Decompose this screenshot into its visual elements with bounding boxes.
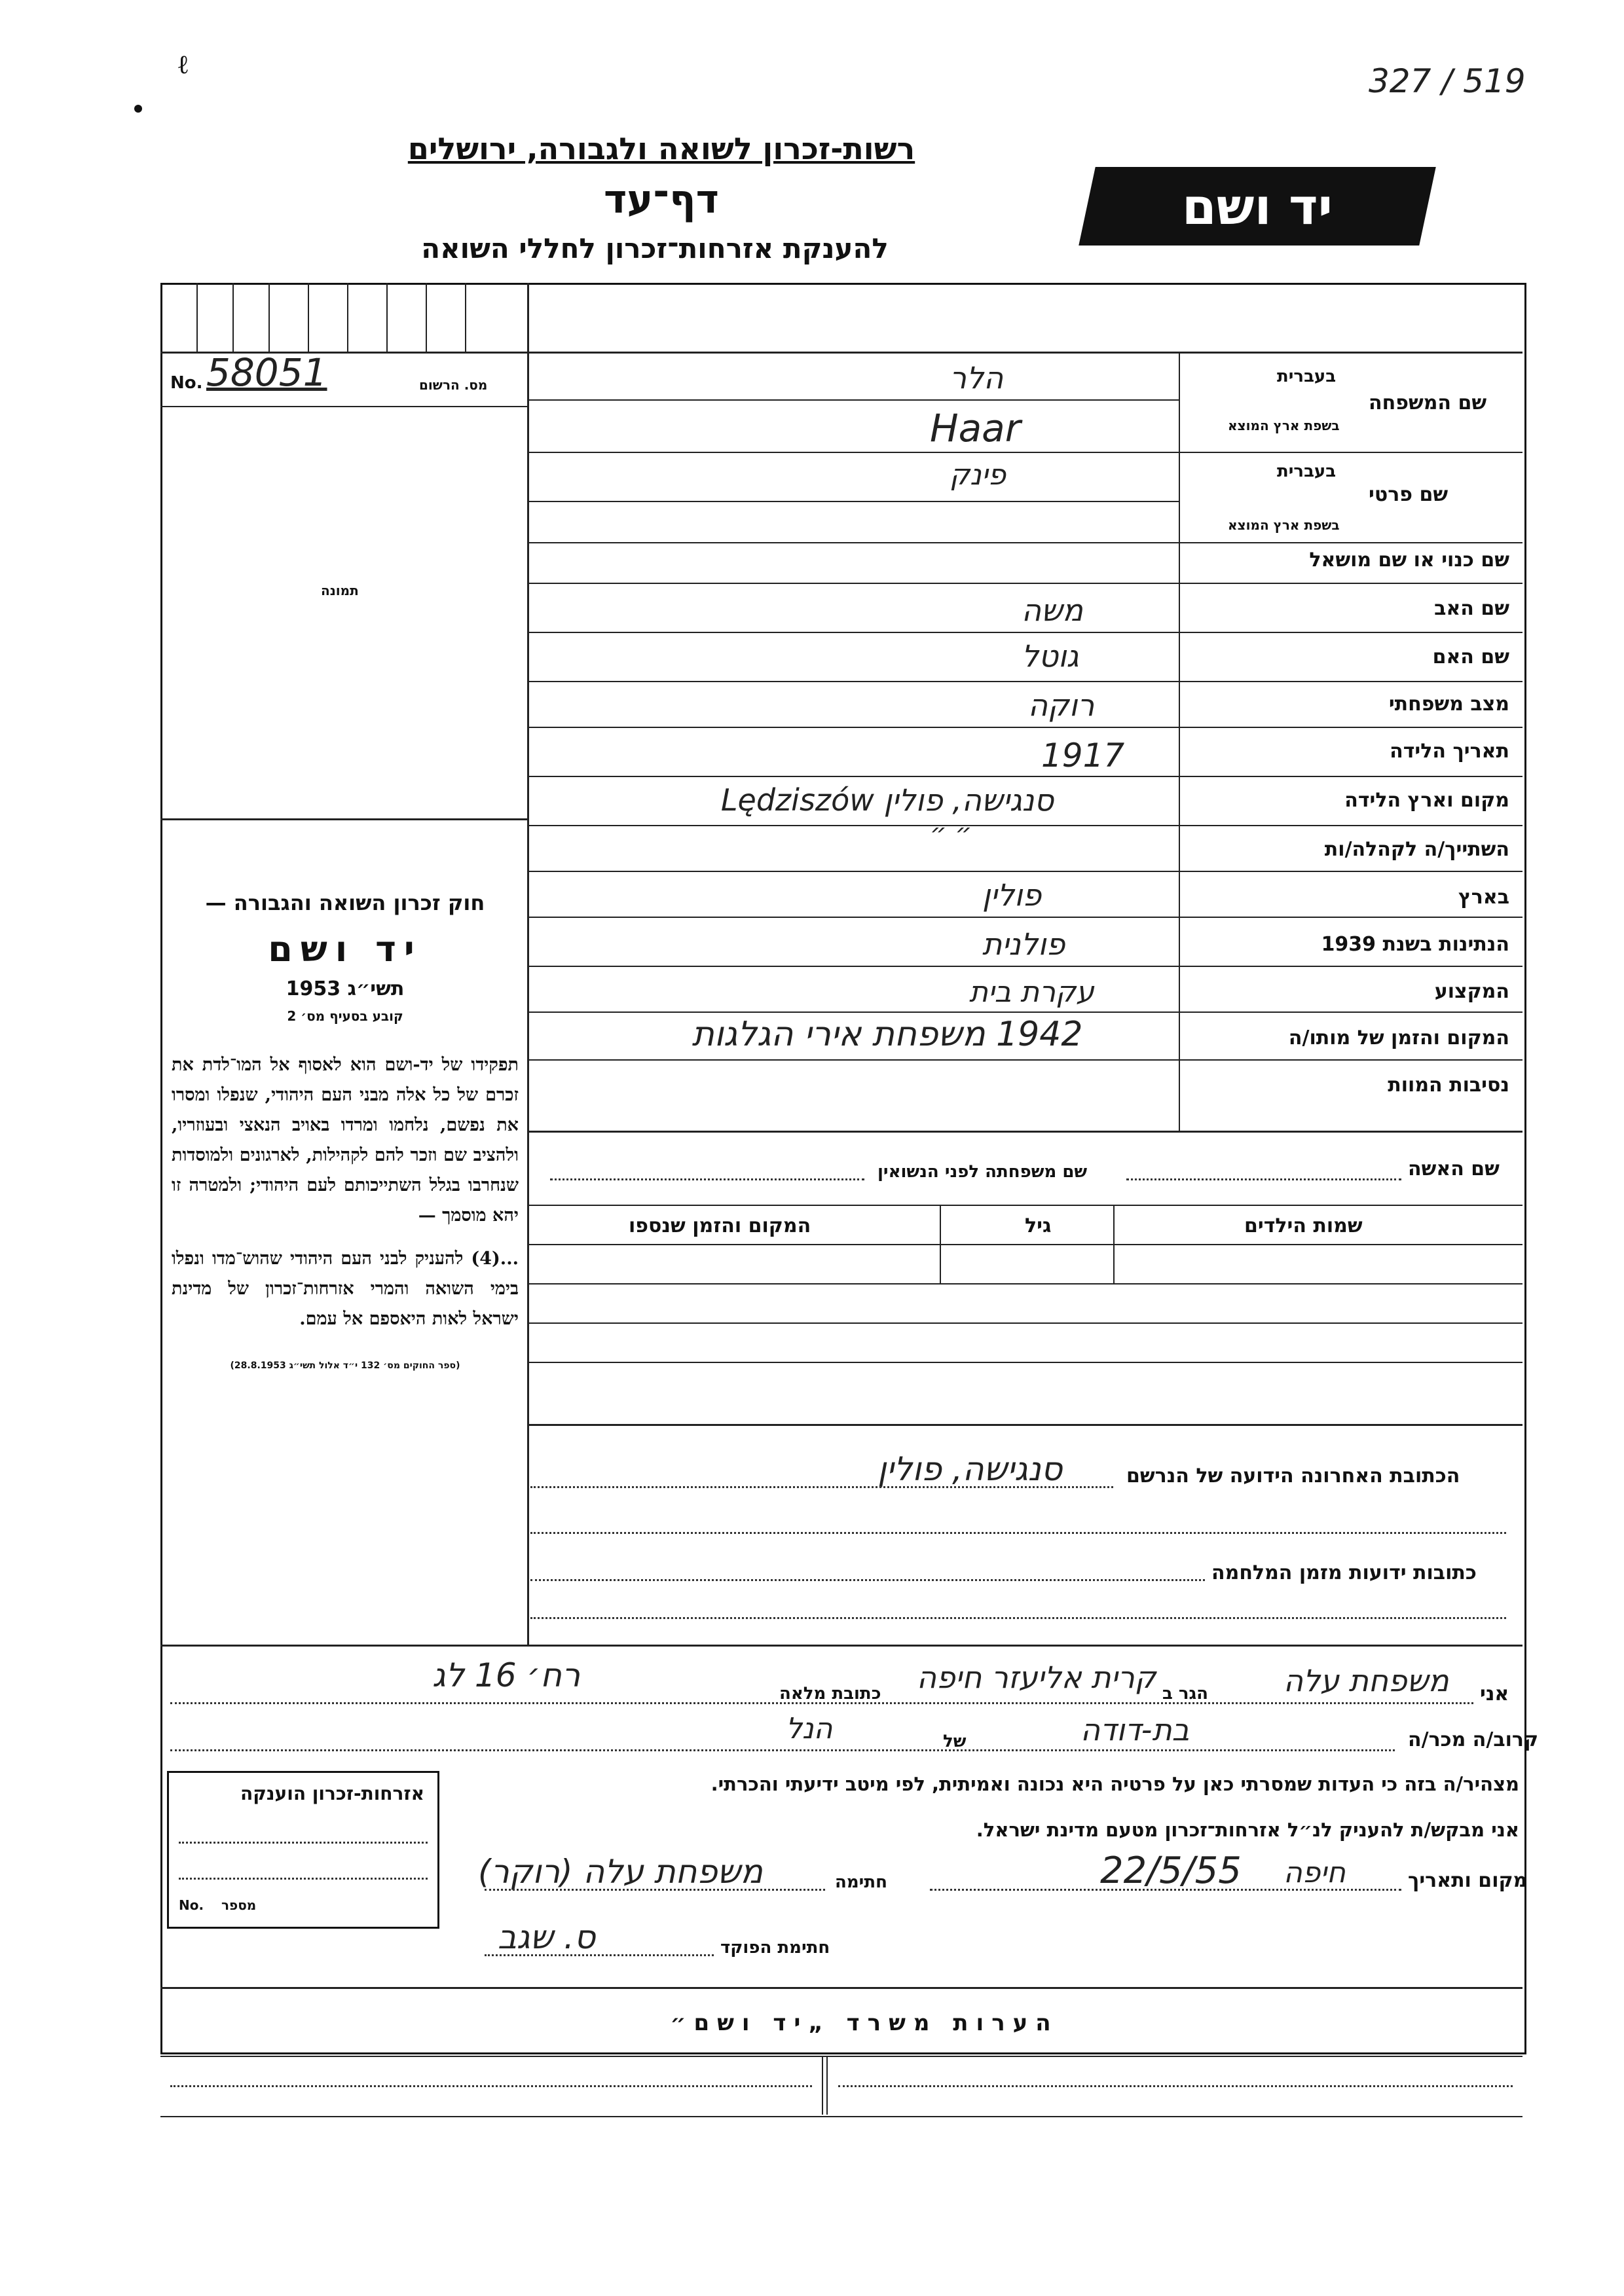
birthplace-value: סנגישה, פולין Lędziszów: [720, 782, 1054, 818]
community-label: השתייך/ה לקהלה/ות: [1324, 838, 1509, 861]
authority-name: רשות-זכרון לשואה ולגבורה, ירושלים: [407, 131, 915, 166]
ink-dot: [134, 105, 142, 113]
father-name-value: משה: [1022, 592, 1083, 628]
law-year: תשי״ג 1953: [286, 977, 405, 1000]
corner-mark: ℓ: [177, 50, 190, 80]
birth-date-value: 1917: [1041, 737, 1125, 774]
last-address-value: סנגישה, פולין: [877, 1450, 1063, 1488]
firstname-hebrew-sub: בעברית: [1277, 462, 1337, 481]
officer-signature: ס. שגב: [498, 1918, 596, 1956]
law-text-clause: ...(4) להעניק לבני העם היהודי שהוש־מדו ונפלו בימי השואה והמרי אזרחות־זכרון של מדינת ישראל לאות היאספם אל עמם.: [172, 1248, 519, 1329]
alias-name-label: שם כנוי או שם מושאל: [1309, 549, 1509, 572]
law-title: חוק זכרון השואה והגבורה —: [205, 890, 485, 915]
declarant-name: משפחת עלה: [1283, 1663, 1449, 1698]
grant-box-number-label: מספר: [221, 1897, 257, 1913]
declarant-lives-label: הגר ב: [1162, 1684, 1209, 1704]
citizenship-grant-box: [167, 1771, 439, 1929]
children-place-header: המקום והזמן שנספו: [629, 1214, 811, 1237]
last-address-label: הכתובת האחרונה הידועה של הנרשם: [1126, 1465, 1460, 1487]
country-value: פולין: [982, 877, 1042, 913]
signature-label: חתימה: [835, 1872, 887, 1892]
children-age-header: גיל: [1025, 1214, 1052, 1237]
registration-number: 58051: [206, 350, 327, 395]
place-value: חיפה: [1283, 1856, 1346, 1889]
law-name: יד ושם: [268, 928, 422, 970]
relation-label: קרוב/ה מכר/ה: [1408, 1728, 1539, 1751]
mother-name-label: שם האם: [1432, 646, 1509, 668]
yad-vashem-logo: [1079, 167, 1436, 246]
surname-hebrew-sub: בעברית: [1277, 367, 1337, 386]
firstname-hebrew-value: פינק: [950, 458, 1006, 492]
death-place-time-value: 1942 משפחת אירי הגלגות: [692, 1015, 1083, 1054]
officer-signature-label: חתימת הפוקד: [720, 1938, 830, 1958]
photo-label: תמונה: [321, 583, 359, 598]
form-subtitle: להענקת אזרחות־זכרון לחללי השואה: [421, 232, 889, 264]
birth-date-label: תאריך הלידה: [1390, 740, 1509, 763]
place-date-label: מקום ותאריך: [1408, 1869, 1528, 1892]
death-place-time-label: המקום והזמן של מותו/ה: [1288, 1027, 1509, 1049]
nationality-label: הנתינות בשנת 1939: [1321, 933, 1509, 956]
surname-label: שם המשפחה: [1369, 392, 1487, 414]
surname-origin-sub: בשפת ארץ המוצא: [1228, 418, 1340, 433]
wife-maiden-label: שם משפחתה לפני הנשואין: [877, 1162, 1088, 1182]
relation-of-value: הנל: [786, 1712, 833, 1745]
wife-label: שם האשה: [1408, 1157, 1500, 1180]
declarant-i-label: אני: [1480, 1683, 1509, 1705]
relation-value: בת-דודה: [1080, 1712, 1190, 1747]
death-circumstances-label: נסיבות המוות: [1388, 1074, 1509, 1097]
declarant-city: קרית אליעזר חיפה: [917, 1660, 1156, 1695]
archive-number: 327 / 519: [1369, 62, 1526, 100]
date-value: 22/5/55: [1100, 1850, 1242, 1892]
relation-of-label: של: [943, 1732, 967, 1751]
community-value: ״ ״: [930, 818, 972, 848]
birthplace-label: מקום וארץ הלידה: [1344, 789, 1509, 812]
law-text-main: תפקידו של יד-ושם הוא לאסוף אל המו־לדת את זכרם של כל אלה מבני העם היהודי, שנפלו ומסרו את נפשם, נלחמו ומרדו באויב הנאצי ובעוזריו, ולהציב שם וזכר להם לקהילות, לארגונים ולמוסדות שנחרבו בגלל השתייכותם לעם היהודי; ולמטרה זו יהא מוסמך —: [172, 1055, 519, 1226]
firstname-label: שם פרטי: [1369, 483, 1449, 506]
form-title: דף־עד: [604, 177, 719, 223]
law-section: [172, 890, 519, 1371]
wartime-addresses-label: כתובות ידועות מזמן המלחמה: [1211, 1561, 1477, 1584]
declarant-address-label: כתובת מלאה: [779, 1684, 881, 1704]
declaration-text: מצהיר/ה בזה כי העדות שמסרתי כאן על פרטיה היא נכונה ואמיתית, לפי מיטב ידיעתי והכרתי.: [710, 1773, 1519, 1795]
children-names-header: שמות הילדים: [1244, 1214, 1363, 1237]
registration-no-label: No.: [170, 373, 203, 393]
grant-box-title: אזרחות-זכרון הוענקה: [240, 1783, 424, 1804]
grant-box-no-label: No.: [179, 1897, 204, 1913]
father-name-label: שם האב: [1434, 597, 1509, 620]
registration-label: מס. הרשום: [419, 377, 488, 393]
law-clause: קובע בסעיף מס׳ 2: [287, 1008, 403, 1024]
declarant-address: רח׳ 16 לג: [432, 1656, 581, 1694]
mother-name-value: גוטל: [1022, 638, 1079, 674]
surname-origin-value: Haar: [930, 406, 1021, 450]
nationality-value: פולנית: [982, 926, 1065, 962]
profession-label: המקצוע: [1434, 980, 1509, 1003]
declarant-signature: משפחת עלה (רוקר): [478, 1853, 763, 1891]
country-label: בארץ: [1458, 886, 1509, 909]
law-source: (ספר החוקים מס׳ 132 י״ד אלול תשי״ג 28.8.1953): [230, 1360, 460, 1371]
firstname-origin-sub: בשפת ארץ המוצא: [1228, 517, 1340, 533]
logo-text: יד ושם: [1181, 177, 1333, 236]
surname-hebrew-value: הלר: [950, 360, 1004, 395]
remarks-title: הערות משרד „יד ושם״: [670, 2010, 1059, 2036]
profession-value: עקרת בית: [969, 975, 1094, 1009]
request-text: אני מבקש/ת להעניק לנ״ל אזרחות־זכרון מטעם מדינת ישראל.: [976, 1819, 1519, 1841]
marital-status-value: רוקה: [1028, 687, 1095, 723]
marital-status-label: מצב משפחתי: [1388, 693, 1509, 716]
